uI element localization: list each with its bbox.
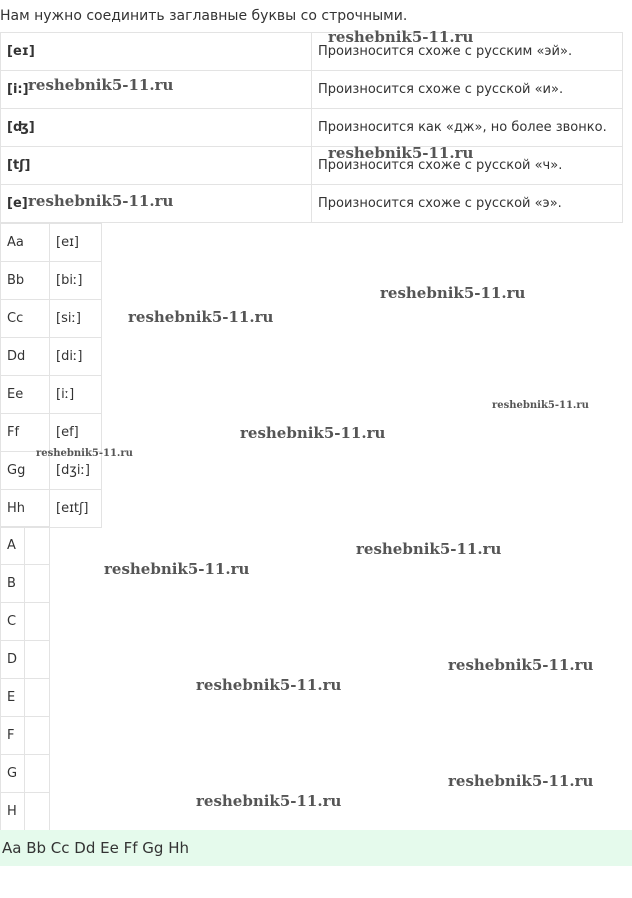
- transcription-cell: [diː]: [50, 338, 102, 376]
- capital-cell: H: [1, 793, 25, 831]
- watermark: reshebnik5-11.ru: [128, 308, 274, 326]
- capitals-table: [0, 526, 50, 831]
- blank-cell: [25, 755, 50, 793]
- blank-cell: [25, 527, 50, 565]
- blank-cell: [25, 603, 50, 641]
- table-row: [1, 376, 102, 414]
- table-row: [1, 565, 50, 603]
- transcription-cell: [dʒiː]: [50, 452, 102, 490]
- table-row: [1, 147, 623, 185]
- capital-cell: A: [1, 527, 25, 565]
- ipa-cell: [eɪ]: [1, 33, 312, 71]
- ipa-cell: [tʃ]: [1, 147, 312, 185]
- table-row: [1, 793, 50, 831]
- letter-cell: Bb: [1, 262, 50, 300]
- capital-cell: F: [1, 717, 25, 755]
- watermark: reshebnik5-11.ru: [380, 284, 526, 302]
- table-row: [1, 641, 50, 679]
- ipa-cell: [ʤ]: [1, 109, 312, 147]
- blank-cell: [25, 565, 50, 603]
- intro-text: Нам нужно соединить заглавные буквы со строчными.: [0, 8, 408, 24]
- letter-cell: Hh: [1, 490, 50, 528]
- transcription-cell: [ef]: [50, 414, 102, 452]
- table-row: [1, 224, 102, 262]
- table-row: [1, 755, 50, 793]
- watermark: reshebnik5-11.ru: [328, 28, 474, 46]
- watermark: reshebnik5-11.ru: [28, 192, 174, 210]
- table-row: [1, 527, 50, 565]
- table-row: [1, 490, 102, 528]
- letter-cell: Ee: [1, 376, 50, 414]
- ipa-cell: [e]: [1, 185, 312, 223]
- table-row: [1, 262, 102, 300]
- capital-cell: E: [1, 679, 25, 717]
- watermark: reshebnik5-11.ru: [104, 560, 250, 578]
- blank-cell: [25, 717, 50, 755]
- description-cell: Произносится схоже с русским «эй».: [312, 33, 623, 71]
- transcription-cell: [eɪ]: [50, 224, 102, 262]
- transcription-cell: [iː]: [50, 376, 102, 414]
- watermark: reshebnik5-11.ru: [448, 772, 594, 790]
- watermark: reshebnik5-11.ru: [196, 792, 342, 810]
- capital-cell: C: [1, 603, 25, 641]
- table-row: [1, 109, 623, 147]
- watermark: reshebnik5-11.ru: [36, 448, 133, 459]
- letter-cell: Dd: [1, 338, 50, 376]
- table-row: [1, 679, 50, 717]
- answer-box: Aa Bb Cc Dd Ee Ff Gg Hh: [0, 830, 632, 866]
- capital-cell: B: [1, 565, 25, 603]
- watermark: reshebnik5-11.ru: [240, 424, 386, 442]
- watermark: reshebnik5-11.ru: [328, 144, 474, 162]
- watermark: reshebnik5-11.ru: [28, 76, 174, 94]
- letter-cell: Gg: [1, 452, 50, 490]
- watermark: reshebnik5-11.ru: [356, 540, 502, 558]
- table-row: [1, 300, 102, 338]
- blank-cell: [25, 679, 50, 717]
- table-row: [1, 33, 623, 71]
- capital-cell: D: [1, 641, 25, 679]
- letters-table: [0, 223, 102, 528]
- description-cell: Произносится как «дж», но более звонко.: [312, 109, 623, 147]
- table-row: [1, 338, 102, 376]
- watermark: reshebnik5-11.ru: [196, 676, 342, 694]
- description-cell: Произносится схоже с русской «ч».: [312, 147, 623, 185]
- description-cell: Произносится схоже с русской «э».: [312, 185, 623, 223]
- description-cell: Произносится схоже с русской «и».: [312, 71, 623, 109]
- blank-cell: [25, 641, 50, 679]
- blank-cell: [25, 793, 50, 831]
- ipa-cell: [i:]: [1, 71, 312, 109]
- letter-cell: Ff: [1, 414, 50, 452]
- letter-cell: Cc: [1, 300, 50, 338]
- transcription-cell: [biː]: [50, 262, 102, 300]
- table-row: [1, 414, 102, 452]
- table-row: [1, 717, 50, 755]
- transcription-cell: [eɪtʃ]: [50, 490, 102, 528]
- transcription-cell: [siː]: [50, 300, 102, 338]
- table-row: [1, 603, 50, 641]
- watermark: reshebnik5-11.ru: [448, 656, 594, 674]
- capital-cell: G: [1, 755, 25, 793]
- letter-cell: Aa: [1, 224, 50, 262]
- watermark: reshebnik5-11.ru: [492, 400, 589, 411]
